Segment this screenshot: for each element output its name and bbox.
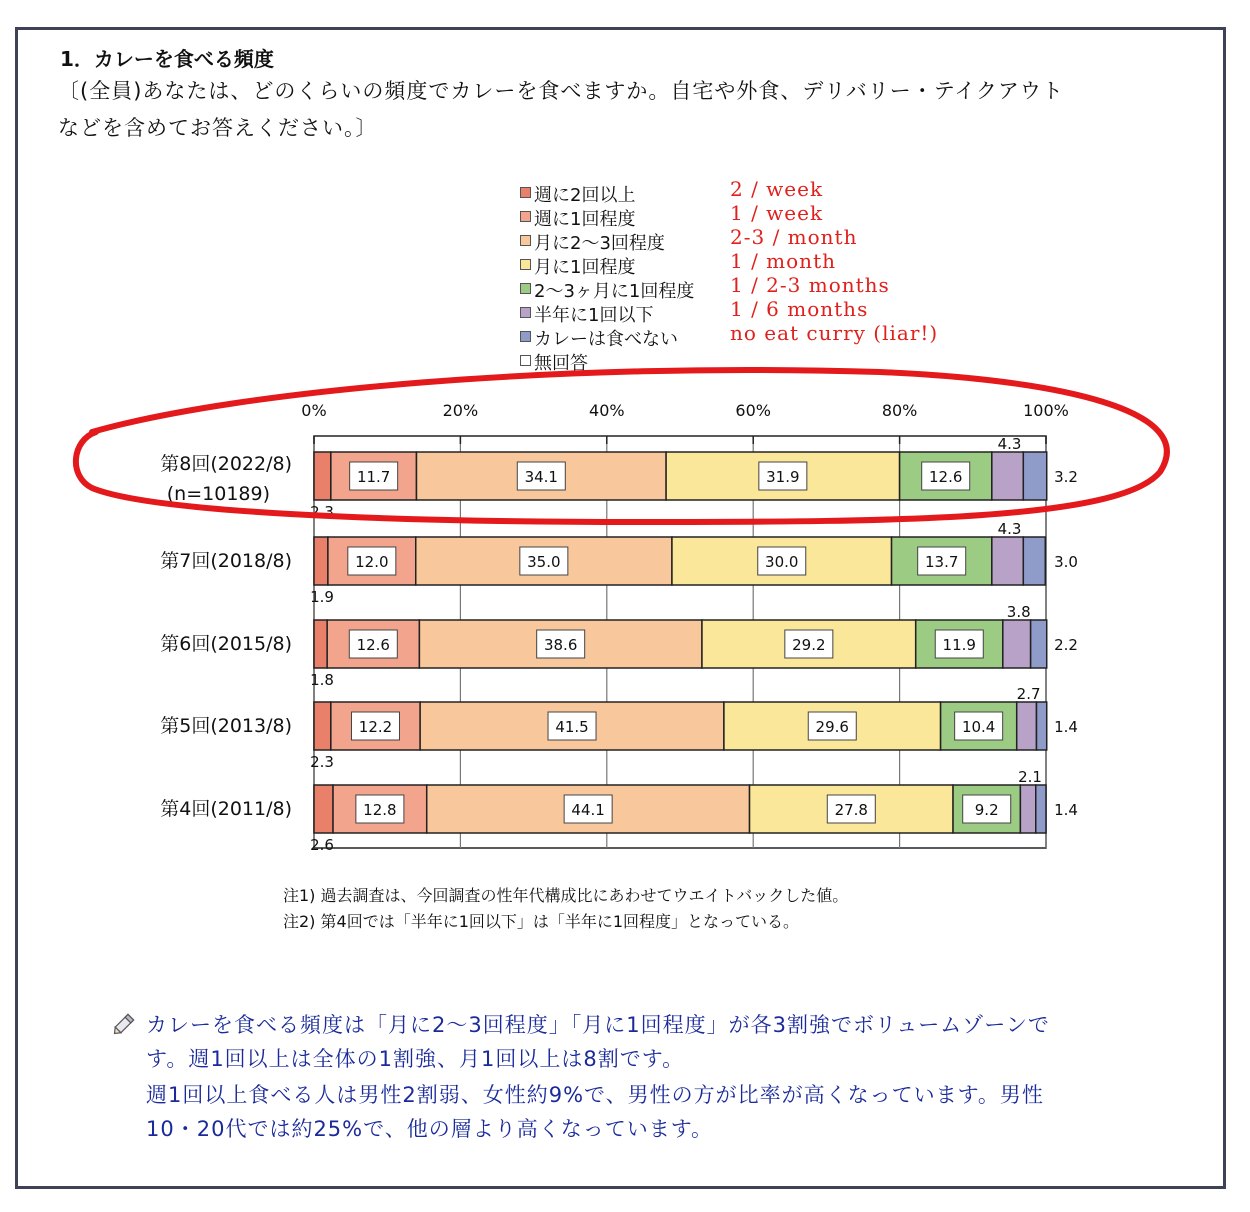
- data-label: 30.0: [765, 553, 799, 571]
- bar-segment: [314, 452, 331, 500]
- data-label: 1.4: [1054, 718, 1078, 736]
- data-label: 10.4: [961, 718, 996, 736]
- bar-segment: [1023, 537, 1045, 585]
- data-label: 27.8: [834, 801, 868, 819]
- legend-label: 半年に1回以下: [534, 305, 654, 326]
- data-label: 2.7: [1016, 685, 1041, 703]
- bar-segment: [314, 785, 333, 833]
- note-1: 注1) 過去調査は、今回調査の性年代構成比にあわせてウエイトバックした値。: [283, 886, 849, 905]
- data-label: 34.1: [524, 468, 558, 486]
- bar-segment: [1017, 702, 1037, 750]
- data-label: 3.0: [1054, 553, 1078, 571]
- legend-label: 週に1回程度: [534, 209, 636, 230]
- legend-label: カレーは食べない: [534, 329, 678, 350]
- row-label: 第5回(2013/8): [160, 715, 292, 737]
- data-label: 3.2: [1054, 468, 1078, 486]
- data-label: 13.7: [924, 553, 959, 571]
- legend-annotation: 1 / 2-3 months: [730, 273, 890, 297]
- bar-segment: [1020, 785, 1035, 833]
- data-label: 29.6: [815, 718, 849, 736]
- x-tick-label: 20%: [442, 401, 479, 420]
- data-label: 2.6: [310, 836, 334, 854]
- legend-label: 月に1回程度: [534, 257, 636, 278]
- x-tick-label: 0%: [301, 401, 327, 420]
- x-tick-label: 100%: [1023, 401, 1069, 420]
- legend-label: 月に2～3回程度: [534, 233, 665, 254]
- data-label: 12.8: [363, 801, 397, 819]
- data-label: 12.2: [358, 718, 393, 736]
- data-label: 4.3: [997, 520, 1022, 538]
- data-label: 2.1: [1018, 768, 1042, 786]
- bar-segment: [1036, 702, 1046, 750]
- row-label: 第8回(2022/8): [160, 453, 292, 475]
- bar-segment: [1031, 620, 1047, 668]
- data-label: 11.9: [942, 636, 976, 654]
- data-label: 3.8: [1006, 603, 1031, 621]
- data-label: 2.3: [310, 753, 334, 771]
- row-label: 第6回(2015/8): [160, 633, 292, 655]
- bar-segment: [1036, 785, 1046, 833]
- legend-annotation: 1 / 6 months: [730, 297, 869, 321]
- legend-label: 週に2回以上: [534, 185, 636, 206]
- data-label: 4.3: [997, 435, 1022, 453]
- legend-annotation: 2-3 / month: [730, 225, 858, 249]
- row-label: 第4回(2011/8): [160, 798, 292, 820]
- comment-line-2: す。週1回以上は全体の1割強、月1回以上は8割です。: [146, 1047, 685, 1071]
- legend-annotation: no eat curry (liar!): [730, 321, 939, 345]
- data-label: 35.0: [527, 553, 561, 571]
- question-line-1: 〔(全員)あなたは、どのくらいの頻度でカレーを食べますか。自宅や外食、デリバリー・テイクアウト: [58, 79, 1064, 103]
- data-label: 1.9: [310, 588, 334, 606]
- data-label: 1.8: [310, 671, 334, 689]
- bar-segment: [992, 537, 1023, 585]
- bar-segment: [314, 702, 331, 750]
- data-label: 12.6: [929, 468, 963, 486]
- x-tick-label: 40%: [589, 401, 625, 420]
- comment-line-4: 10・20代では約25%で、他の層より高くなっています。: [146, 1117, 714, 1141]
- row-sample-size: (n=10189): [166, 483, 270, 505]
- data-label: 1.4: [1054, 801, 1078, 819]
- x-tick-label: 60%: [735, 401, 771, 420]
- data-label: 2.3: [310, 503, 334, 521]
- data-label: 2.2: [1054, 636, 1078, 654]
- legend-annotation: 2 / week: [730, 177, 824, 201]
- section-heading: 1．カレーを食べる頻度: [60, 47, 274, 71]
- data-label: 12.6: [356, 636, 390, 654]
- data-label: 29.2: [792, 636, 826, 654]
- data-label: 9.2: [974, 801, 999, 819]
- data-label: 41.5: [555, 718, 589, 736]
- note-2: 注2) 第4回では「半年に1回以下」は「半年に1回程度」となっている。: [283, 912, 800, 931]
- legend-annotation: 1 / month: [730, 249, 836, 273]
- bar-segment: [992, 452, 1023, 500]
- bar-segment: [314, 537, 328, 585]
- pencil-icon: [110, 1012, 136, 1042]
- data-label: 31.9: [766, 468, 800, 486]
- x-tick-label: 80%: [881, 401, 918, 420]
- data-label: 11.7: [356, 468, 391, 486]
- legend-label: 2～3ヶ月に1回程度: [534, 281, 695, 302]
- data-label: 44.1: [571, 801, 605, 819]
- bar-segment: [314, 620, 327, 668]
- comment-line-3: 週1回以上食べる人は男性2割弱、女性約9%で、男性の方が比率が高くなっています。男性: [146, 1083, 1044, 1107]
- comment-line-1: カレーを食べる頻度は「月に2～3回程度」「月に1回程度」が各3割強でボリュームゾーンで: [146, 1013, 1050, 1037]
- bar-segment: [1023, 452, 1046, 500]
- bar-segment: [1003, 620, 1031, 668]
- row-label: 第7回(2018/8): [160, 550, 292, 572]
- data-label: 12.0: [355, 553, 389, 571]
- data-label: 38.6: [543, 636, 578, 654]
- legend-annotation: 1 / week: [730, 201, 824, 225]
- question-line-2: などを含めてお答えください。〕: [58, 116, 378, 140]
- legend-label: 無回答: [534, 353, 588, 374]
